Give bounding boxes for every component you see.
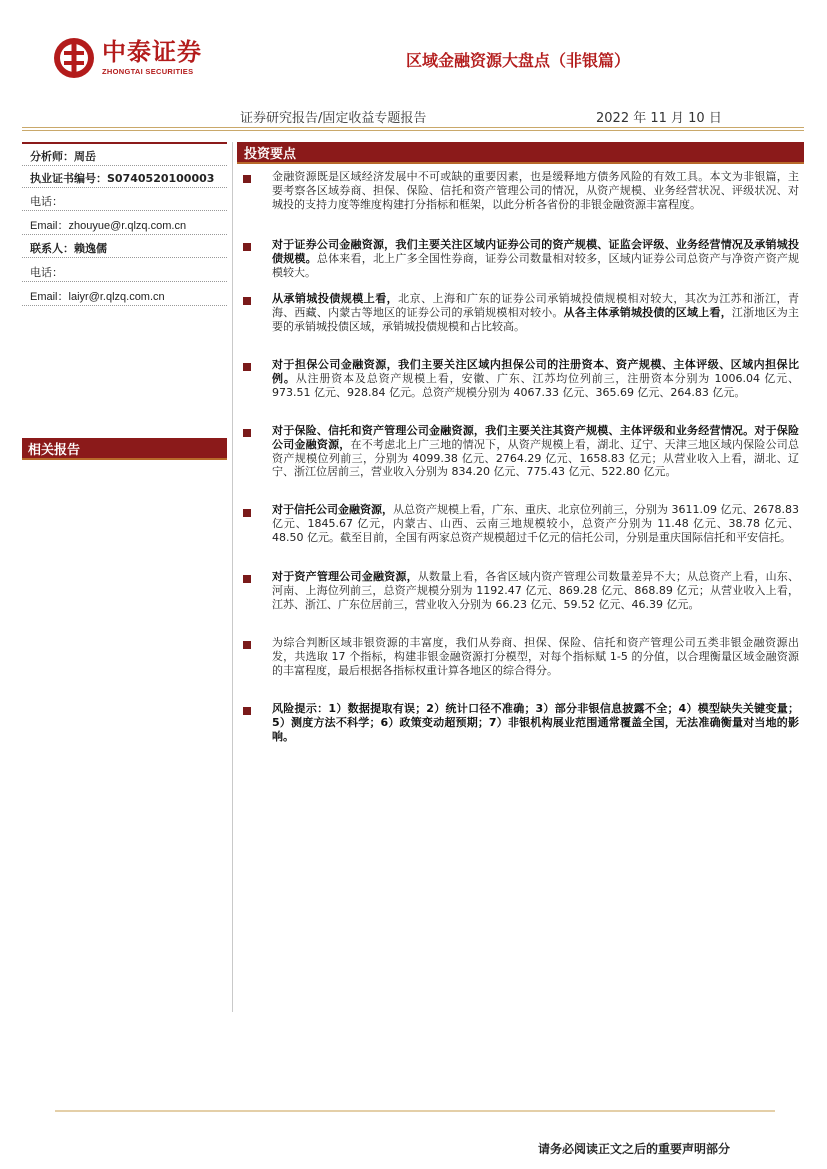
header-divider-2 xyxy=(22,130,804,131)
header-divider xyxy=(22,127,804,128)
bullet-icon xyxy=(243,641,251,649)
paragraph-insurance xyxy=(272,424,799,479)
footer-disclaimer: 请务必阅读正文之后的重要声明部分 xyxy=(538,1142,731,1156)
footer-divider xyxy=(55,1110,775,1112)
investment-highlights-header xyxy=(237,142,804,164)
section-title: 投资要点 xyxy=(244,147,297,162)
bold-lead: 从承销城投债规模上看， xyxy=(272,292,399,305)
sidebar-divider xyxy=(22,187,227,188)
risk-warning-text: 风险提示：1）数据提取有误；2）统计口径不准确；3）部分非银信息披露不全；4）模型缺失关键变量；5）测度方法不科学；6）政策变动超预期；7）非银机构展业范围通常覆盖全国，无法准确衡量对当地的影响。 xyxy=(272,702,799,743)
paragraph-underwriting xyxy=(272,292,799,333)
bullet-icon xyxy=(243,575,251,583)
analyst-email[interactable]: Email：zhouyue@r.qlzq.com.cn xyxy=(30,220,187,232)
paragraph-risk-warning xyxy=(272,702,799,743)
paragraph-asset-management xyxy=(272,570,799,611)
paragraph-overview: 金融资源既是区域经济发展中不可或缺的重要因素，也是缓释地方债务风险的有效工具。本文为非银篇，主要考察各区域券商、担保、保险、信托和资产管理公司的情况，从资产规模、业务经营状况、评级状况、对城投的支持力度等维度构建打分指标和框架，以此分析各省份的非银金融资源丰富程度。 xyxy=(272,170,799,211)
report-date: 2022 年 11 月 10 日 xyxy=(596,111,722,126)
contact-name: 联系人：赖逸儒 xyxy=(30,242,107,255)
bold-lead: 对于担保公司金融资源，我们主要关注区域内担保公司的注册资本、资产规模、主体评级、区域内担保比例。 xyxy=(272,358,799,385)
company-logo xyxy=(52,36,262,86)
certificate-number: 执业证书编号：S0740520100003 xyxy=(30,172,215,185)
sidebar-top-rule xyxy=(22,142,227,144)
bold-lead: 从各主体承销城投债的区域上看， xyxy=(563,305,732,319)
bullet-icon xyxy=(243,175,251,183)
contact-phone: 电话： xyxy=(30,267,63,279)
paragraph-guarantee xyxy=(272,358,799,399)
sidebar-divider xyxy=(22,234,227,235)
related-reports-header xyxy=(22,438,227,460)
bullet-icon xyxy=(243,363,251,371)
paragraph-text: 江浙地区为主要的承销城投债区域，承销城投债规模和占比较高。 xyxy=(272,305,800,333)
bold-lead: 对于证券公司金融资源，我们主要关注区域内证券公司的资产规模、证监会评级、业务经营情况及承销城投债规模。 xyxy=(272,238,799,265)
paragraph-scoring-model: 为综合判断区域非银资源的丰富度，我们从券商、担保、保险、信托和资产管理公司五类非银金融资源出发，共选取 17 个指标，构建非银金融资源打分模型，对每个指标赋 1-5 的分值，以合理衡量区域金融资源的丰富程度，最后根据各指标权重计算各地区的综合得分。 xyxy=(272,636,799,677)
analyst-phone: 电话： xyxy=(30,196,63,208)
sidebar-divider xyxy=(22,257,227,258)
report-type: 证券研究报告/固定收益专题报告 xyxy=(240,111,427,126)
brand-name-cn: 中泰证券 xyxy=(102,38,202,66)
paragraph-text: 总体来看，北上广多全国性券商，证券公司数量相对较多，区域内证券公司总资产与净资产资产规模较大。 xyxy=(272,251,800,279)
related-reports-title: 相关报告 xyxy=(28,443,81,458)
bullet-icon xyxy=(243,429,251,437)
paragraph-text: 北京、上海和广东的证券公司承销城投债规模相对较大，其次为江苏和浙江，青海、西藏、内蒙古等地区的证券公司的承销规模相对较小。 xyxy=(272,292,800,319)
bold-lead: 对于信托公司金融资源， xyxy=(272,503,394,516)
sidebar-divider xyxy=(22,281,227,282)
bullet-icon xyxy=(243,707,251,715)
sidebar-divider xyxy=(22,165,227,166)
paragraph-securities xyxy=(272,238,799,279)
paragraph-trust xyxy=(272,503,799,544)
paragraph-text: 从总资产规模上看，广东、重庆、北京位列前三，分别为 3611.09 亿元、2678.83 亿元、1845.67 亿元，内蒙古、山西、云南三地规模较小，总资产分别为 11.48 亿元、38.78 亿元、48.50 亿元。截至目前，全国有两家总资产规模超过千亿元的信托公司，分别是重庆国际信托和平安信托。 xyxy=(272,503,800,544)
report-title: 区域金融资源大盘点（非银篇） xyxy=(406,51,631,70)
bold-lead: 对于保险、信托和资产管理公司金融资源，我们主要关注其资产规模、主体评级和业务经营情况。对于保险公司金融资源， xyxy=(272,424,799,451)
bullet-icon xyxy=(243,243,251,251)
bullet-icon xyxy=(243,297,251,305)
contact-email[interactable]: Email：laiyr@r.qlzq.com.cn xyxy=(30,291,165,303)
analyst-name: 分析师：周岳 xyxy=(30,150,96,163)
paragraph-text: 从数量上看，各省区域内资产管理公司数量差异不大；从总资产上看，山东、河南、上海位列前三，总资产规模分别为 1192.47 亿元、869.28 亿元、868.89 亿元；从营业收入上看，江苏、浙江、广东位居前三，营业收入分别为 66.23 亿元、59.52 亿元、46.39 亿元。 xyxy=(272,570,799,611)
bold-lead: 对于资产管理公司金融资源， xyxy=(272,570,418,583)
bullet-icon xyxy=(243,509,251,517)
zhongtai-logo-icon xyxy=(52,36,96,80)
paragraph-text: 从注册资本及总资产规模上看，安徽、广东、江苏均位列前三，注册资本分别为 1006.04 亿元、973.51 亿元、928.84 亿元。总资产规模分别为 4067.33 亿元、365.69 亿元、264.83 亿元。 xyxy=(272,371,799,399)
sidebar-divider xyxy=(22,210,227,211)
column-divider xyxy=(232,142,233,1012)
brand-name-en: ZHONGTAI SECURITIES xyxy=(102,67,194,76)
paragraph-text: 在不考虑北上广三地的情况下，从资产规模上看，湖北、辽宁、天津三地区域内保险公司总资产规模位列前三，分别为 4099.38 亿元、2764.29 亿元、1658.83 亿元；从营业收入上看，湖北、辽宁、浙江位居前三，营业收入分别为 834.20 亿元、775.43 亿元、522.80 亿元。 xyxy=(272,437,800,479)
sidebar-divider xyxy=(22,305,227,306)
